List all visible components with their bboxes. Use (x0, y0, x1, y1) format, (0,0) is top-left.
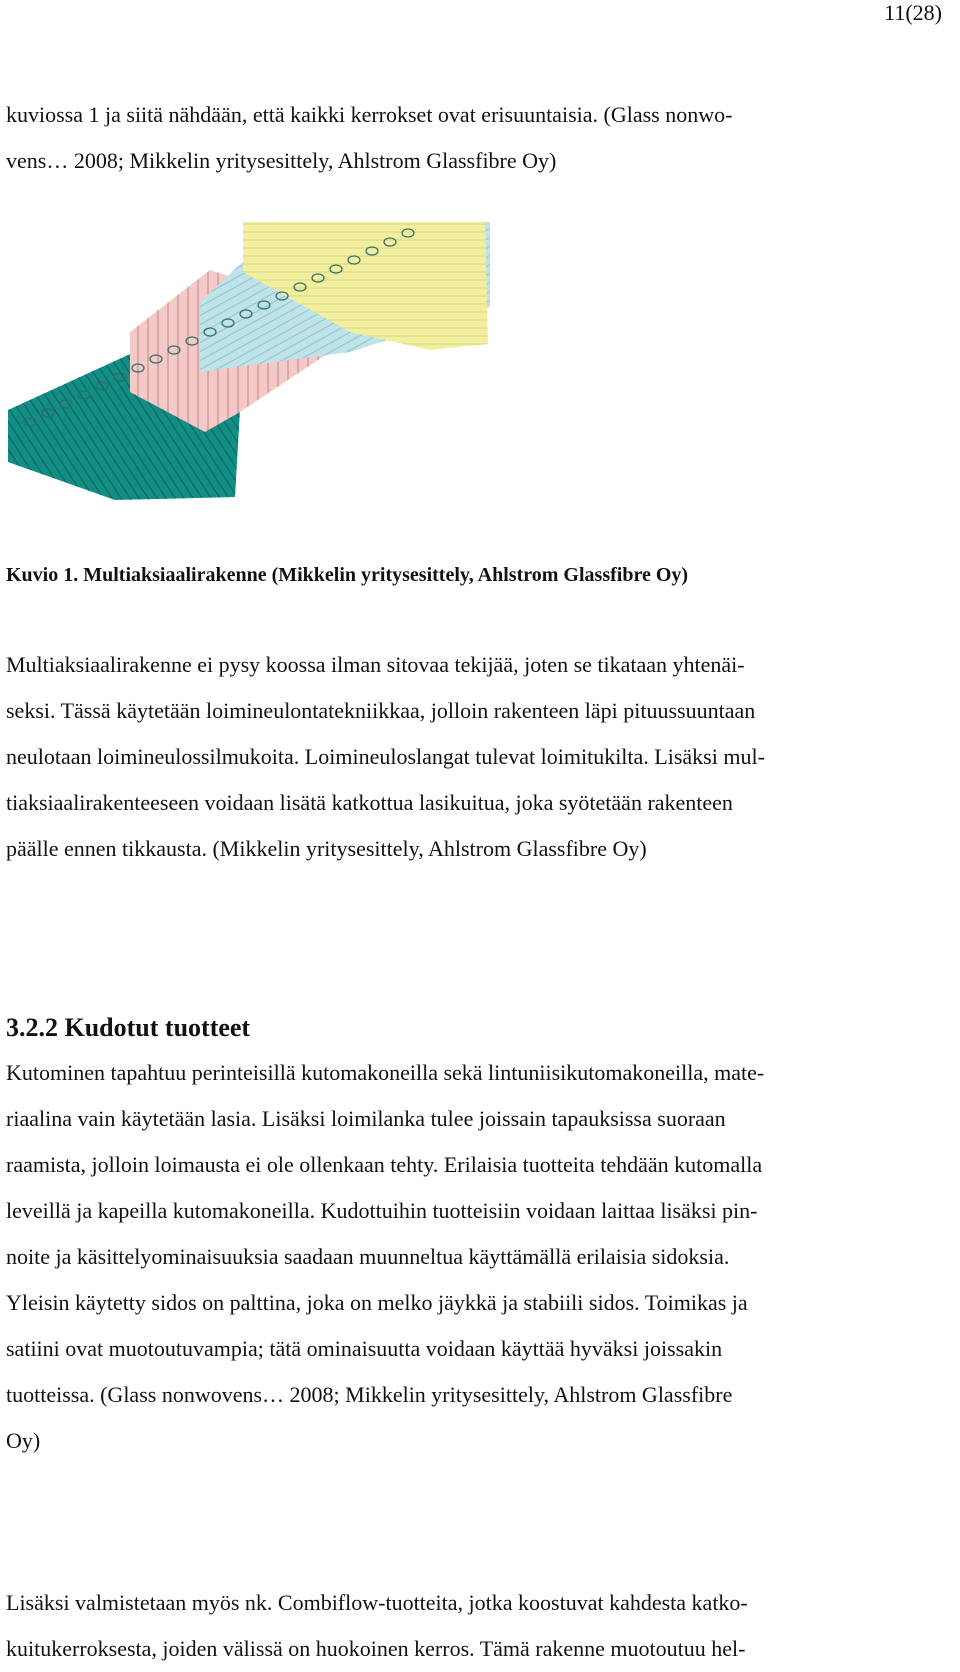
figure-caption: Kuvio 1. Multiaksiaalirakenne (Mikkelin yritysesittely, Ahlstrom Glassfibre Oy) (6, 564, 689, 586)
page-number: 11(28) (884, 0, 942, 25)
text-line: Lisäksi valmistetaan myös nk. Combiflow-tuotteita, jotka koostuvat kahdesta katko- (6, 1590, 748, 1615)
text-line: neulotaan loimineulossilmukoita. Loimineuloslangat tulevat loimitukilta. Lisäksi mul- (6, 744, 765, 769)
text-line: kuitukerroksesta, joiden välissä on huokoinen kerros. Tämä rakenne muotoutuu hel- (6, 1636, 746, 1661)
text-line: seksi. Tässä käytetään loimineulontatekniikkaa, jolloin rakenteen läpi pituussuuntaan (6, 698, 756, 723)
woven-paragraph (6, 1050, 956, 1464)
text-line: Yleisin käytetty sidos on palttina, joka on melko jäykkä ja stabiili sidos. Toimikas ja (6, 1290, 748, 1315)
text-line: riaalina vain käytetään lasia. Lisäksi loimilanka tulee joissain tapauksissa suoraan (6, 1106, 726, 1131)
text-line: tiaksiaalirakenteeseen voidaan lisätä katkottua lasikuitua, joka syötetään rakenteen (6, 790, 733, 815)
text-line: leveillä ja kapeilla kutomakoneilla. Kudottuihin tuotteisiin voidaan laittaa lisäksi pin- (6, 1198, 758, 1223)
text-line: raamista, jolloin loimausta ei ole ollenkaan tehty. Erilaisia tuotteita tehdään kutomalla (6, 1152, 763, 1177)
text-line: satiini ovat muotoutuvampia; tätä ominaisuutta voidaan käyttää hyväksi joissakin (6, 1336, 723, 1361)
text-line: noite ja käsittelyominaisuuksia saadaan muunneltua käyttämällä erilaisia sidoksia. (6, 1244, 730, 1269)
section-heading: 3.2.2 Kudotut tuotteet (6, 1013, 251, 1042)
multiaxial-paragraph (6, 642, 956, 872)
text-line: kuviossa 1 ja siitä nähdään, että kaikki kerrokset ovat erisuuntaisia. (Glass nonwo- (6, 102, 733, 127)
text-line: vens… 2008; Mikkelin yritysesittely, Ahlstrom Glassfibre Oy) (6, 148, 557, 173)
text-line: Kutominen tapahtuu perinteisillä kutomakoneilla sekä lintuniisikutomakoneilla, mate- (6, 1060, 765, 1085)
intro-paragraph (6, 92, 956, 184)
text-line: päälle ennen tikkausta. (Mikkelin yritysesittely, Ahlstrom Glassfibre Oy) (6, 836, 647, 861)
text-line: tuotteissa. (Glass nonwovens… 2008; Mikkelin yritysesittely, Ahlstrom Glassfibre (6, 1382, 733, 1407)
text-line: Oy) (6, 1428, 41, 1453)
text-line: Multiaksiaalirakenne ei pysy koossa ilman sitovaa tekijää, joten se tikataan yhtenäi- (6, 652, 745, 677)
multiaxial-structure-figure (0, 222, 520, 532)
combiflow-paragraph (6, 1580, 956, 1672)
